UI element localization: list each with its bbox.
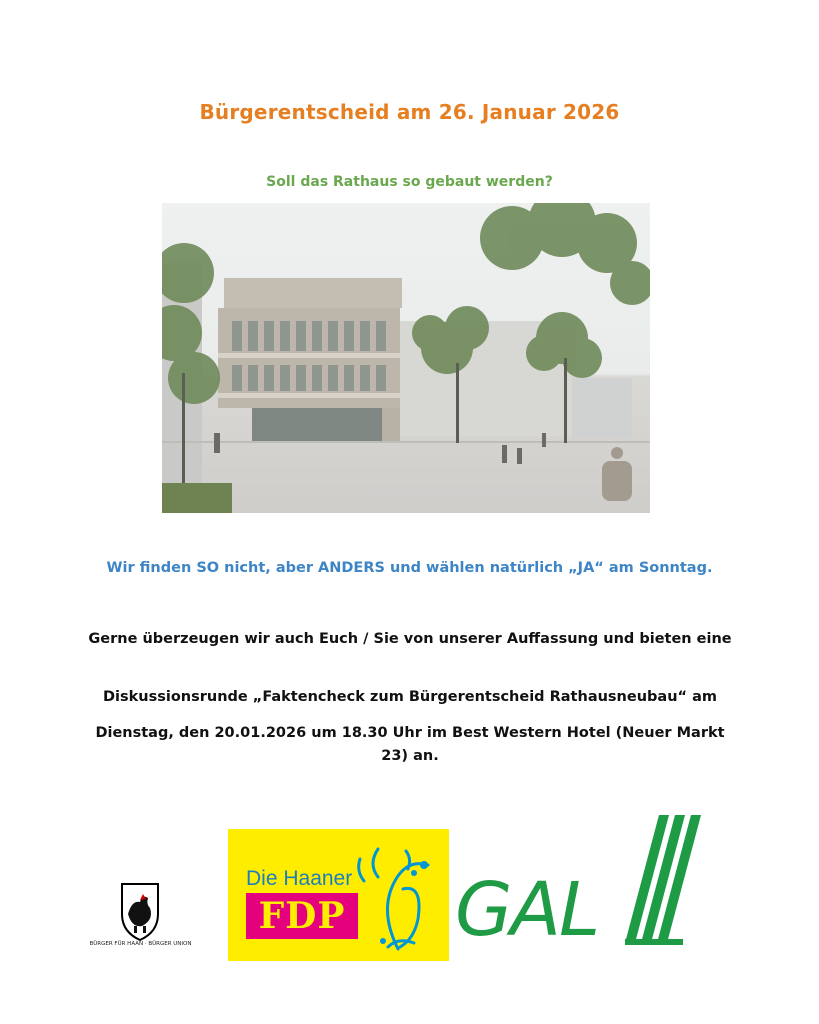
- gal-logo: [455, 815, 705, 955]
- rathaus-rendering-image: [162, 203, 650, 513]
- gal-logo-text: GAL: [455, 867, 599, 953]
- invitation-paragraph: Gerne überzeugen wir auch Euch / Sie von unserer Auffassung und bieten eine: [88, 631, 732, 647]
- fdp-logo-line1: Die Haaner: [246, 867, 353, 890]
- event-title-paragraph: Diskussionsrunde „Faktencheck zum Bürgerentscheid Rathausneubau“ am: [102, 689, 717, 705]
- fountain-rooster-icon: [228, 829, 449, 961]
- buerger-logo-caption: BÜRGER FÜR HAAN · BÜRGER UNION: [89, 941, 192, 947]
- event-details-paragraph: Dienstag, den 20.01.2026 um 18.30 Uhr im Best Western Hotel (Neuer Markt 23) an.: [95, 725, 725, 764]
- position-statement: Wir finden SO nicht, aber ANDERS und wählen natürlich „JA“ am Sonntag.: [106, 560, 713, 576]
- fdp-logo-line2: FDP: [258, 895, 346, 937]
- flyer-question: Soll das Rathaus so gebaut werden?: [266, 174, 553, 190]
- rooster-crest-icon: [88, 880, 193, 950]
- flyer-title: Bürgerentscheid am 26. Januar 2026: [199, 100, 620, 124]
- rendering-illustration: [162, 203, 650, 513]
- fdp-haan-logo: [228, 829, 449, 961]
- buerger-fuer-haan-logo: [88, 880, 193, 950]
